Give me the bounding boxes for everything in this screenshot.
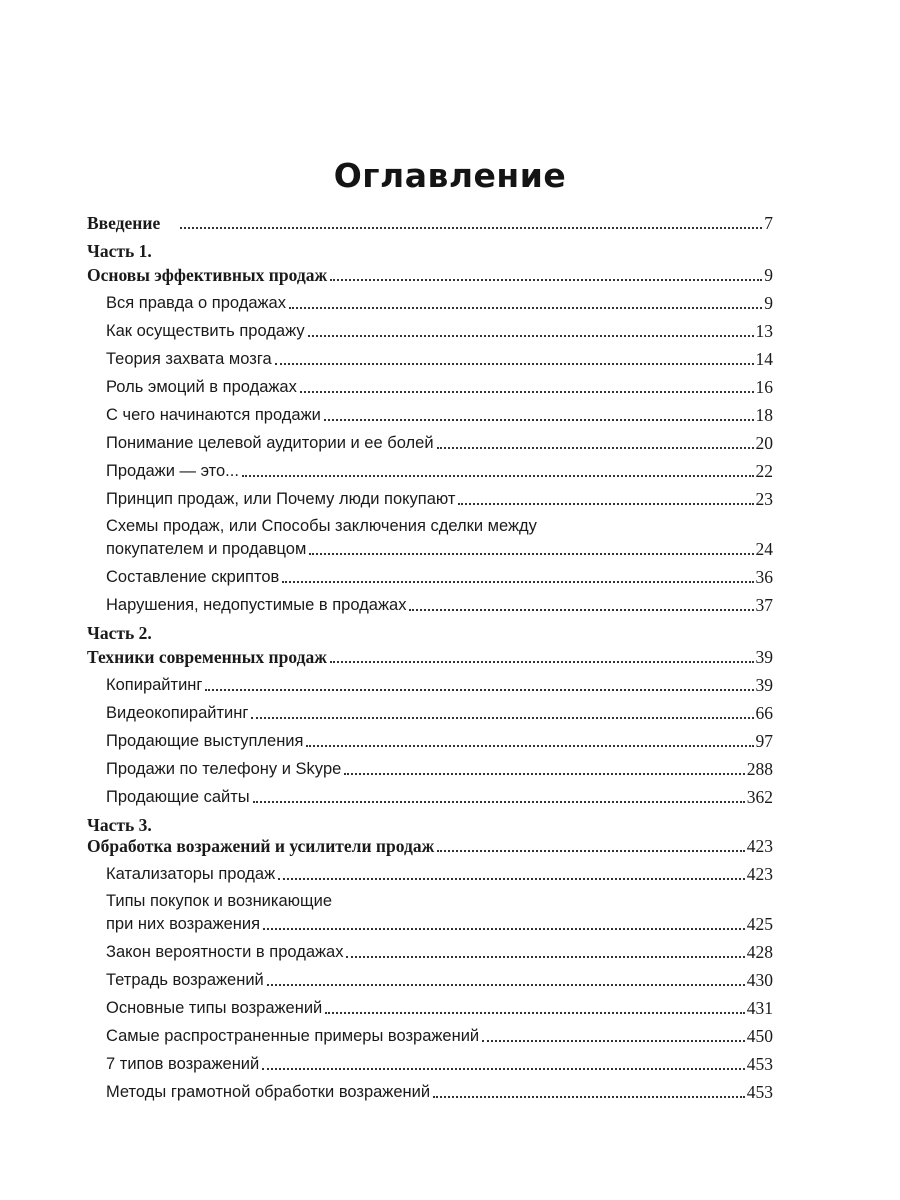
toc-entry-page: 66 (755, 703, 773, 723)
toc-part-title[interactable] (87, 835, 773, 857)
toc-entry-label: Принцип продаж, или Почему люди покупают (106, 490, 456, 508)
toc-entry-page: 37 (755, 595, 773, 615)
toc-entry-page: 453 (746, 1054, 773, 1074)
toc-entry-label: Теория захвата мозга (106, 350, 272, 368)
toc-entry-page: 428 (746, 942, 773, 962)
toc-entry-label: Катализаторы продаж (106, 865, 276, 883)
toc-entry-label: Как осуществить продажу (106, 322, 305, 340)
toc-entry-page: 20 (755, 433, 773, 453)
dot-leader (437, 447, 754, 449)
toc-entry-page: 24 (755, 539, 773, 559)
toc-entry-page: 425 (746, 914, 773, 934)
toc-entry[interactable] (106, 674, 773, 696)
dot-leader (300, 391, 754, 393)
toc-entry-label: 7 типов возражений (106, 1055, 260, 1073)
toc-entry-label-line1: Схемы продаж, или Способы заключения сделки между (106, 517, 537, 535)
dot-leader (251, 717, 753, 719)
part-label: Часть 1. (87, 241, 152, 261)
toc-entry-page: 36 (755, 567, 773, 587)
dot-leader (433, 1096, 745, 1098)
toc-entry-page: 423 (746, 864, 773, 884)
toc-entry-label: Видеокопирайтинг (106, 704, 249, 722)
dot-leader (267, 984, 745, 986)
toc-entry-page: 23 (755, 489, 773, 509)
toc-entry[interactable] (106, 758, 773, 780)
dot-leader (344, 773, 744, 775)
toc-entry[interactable] (106, 348, 773, 370)
toc-entry[interactable] (106, 969, 773, 991)
toc-entry[interactable] (106, 997, 773, 1019)
toc-entry-label: Основные типы возражений (106, 999, 323, 1017)
toc-entry-page: 453 (746, 1082, 773, 1102)
toc-entry-page: 288 (746, 759, 773, 779)
toc-entry-label: Введение (87, 213, 161, 233)
dot-leader (437, 850, 744, 852)
dot-leader (306, 745, 753, 747)
dot-leader (180, 227, 762, 229)
dot-leader (289, 307, 762, 309)
toc-entry-label: Продающие сайты (106, 788, 250, 806)
toc-entry-label: Основы эффективных продаж (87, 265, 328, 285)
toc-entry-page: 16 (755, 377, 773, 397)
toc-entry[interactable] (106, 863, 773, 885)
part-label: Часть 2. (87, 623, 152, 643)
toc-entry-page: 18 (755, 405, 773, 425)
toc-entry-label: С чего начинаются продажи (106, 406, 321, 424)
part-label: Часть 3. (87, 815, 152, 835)
toc-entry-label: Продающие выступления (106, 732, 304, 750)
toc-entry-label-line1: Типы покупок и возникающие (106, 892, 332, 910)
dot-leader (482, 1040, 745, 1042)
toc-entry[interactable] (106, 786, 773, 808)
toc-entry[interactable] (106, 594, 773, 616)
dot-leader (262, 1068, 745, 1070)
dot-leader (330, 279, 762, 281)
toc-entry-label: Копирайтинг (106, 676, 203, 694)
toc-entry[interactable] (106, 702, 773, 724)
toc-entry-label: покупателем и продавцом (106, 540, 307, 558)
toc-entry[interactable] (106, 538, 773, 560)
toc-entry[interactable] (106, 1081, 773, 1103)
toc-entry[interactable] (106, 292, 773, 314)
toc-entry-page: 430 (746, 970, 773, 990)
toc-entry[interactable] (106, 376, 773, 398)
toc-entry-page: 7 (764, 213, 773, 233)
toc-entry[interactable] (106, 460, 773, 482)
dot-leader (275, 363, 754, 365)
toc-entry-page: 13 (755, 321, 773, 341)
toc-entry[interactable] (106, 941, 773, 963)
toc-entry-label: при них возражения (106, 915, 261, 933)
toc-entry-page: 22 (755, 461, 773, 481)
dot-leader (324, 419, 754, 421)
toc-entry-page: 39 (755, 675, 773, 695)
dot-leader (242, 475, 754, 477)
toc-entry-label: Обработка возражений и усилители продаж (87, 836, 435, 856)
dot-leader (253, 801, 745, 803)
dot-leader (325, 1012, 744, 1014)
toc-entry-page: 431 (746, 998, 773, 1018)
toc-entry-page: 9 (764, 265, 773, 285)
toc-entry[interactable] (106, 913, 773, 935)
toc-entry-label: Понимание целевой аудитории и ее болей (106, 434, 434, 452)
toc-entry-page: 39 (755, 647, 773, 667)
toc-entry[interactable] (106, 432, 773, 454)
dot-leader (330, 661, 754, 663)
toc-entry-label: Роль эмоций в продажах (106, 378, 297, 396)
toc-entry-label: Закон вероятности в продажах (106, 943, 344, 961)
toc-entry[interactable] (106, 566, 773, 588)
toc-entry-page: 423 (746, 836, 773, 856)
toc-entry[interactable] (106, 1025, 773, 1047)
dot-leader (309, 553, 753, 555)
toc-entry-page: 9 (764, 293, 773, 313)
dot-leader (308, 335, 754, 337)
toc-entry[interactable] (106, 320, 773, 342)
toc-entry-page: 450 (746, 1026, 773, 1046)
toc-entry[interactable] (106, 1053, 773, 1075)
toc-entry-label: Тетрадь возражений (106, 971, 264, 989)
toc-part-title[interactable] (87, 264, 773, 286)
toc-entry[interactable] (106, 730, 773, 752)
toc-entry-page: 97 (755, 731, 773, 751)
dot-leader (409, 609, 753, 611)
page-title: Оглавление (333, 156, 567, 195)
toc-entry-label: Вся правда о продажах (106, 294, 286, 312)
dot-leader (278, 878, 745, 880)
dot-leader (346, 956, 744, 958)
toc-entry-label: Продажи — это... (106, 462, 239, 480)
toc-entry-intro[interactable] (87, 212, 773, 234)
dot-leader (458, 503, 753, 505)
toc-entry-label: Самые распространенные примеры возражений (106, 1027, 480, 1045)
toc-entry-label: Техники современных продаж (87, 647, 327, 667)
toc-entry[interactable] (106, 488, 773, 510)
toc-entry[interactable] (106, 404, 773, 426)
toc-entry-page: 14 (755, 349, 773, 369)
dot-leader (282, 581, 753, 583)
toc-entry-label: Нарушения, недопустимые в продажах (106, 596, 407, 614)
toc-part-title[interactable] (87, 646, 773, 668)
toc-entry-label: Продажи по телефону и Skype (106, 760, 342, 778)
toc-entry-label: Методы грамотной обработки возражений (106, 1083, 431, 1101)
toc-entry-label: Составление скриптов (106, 568, 280, 586)
dot-leader (205, 689, 753, 691)
dot-leader (263, 928, 745, 930)
toc-entry-page: 362 (746, 787, 773, 807)
